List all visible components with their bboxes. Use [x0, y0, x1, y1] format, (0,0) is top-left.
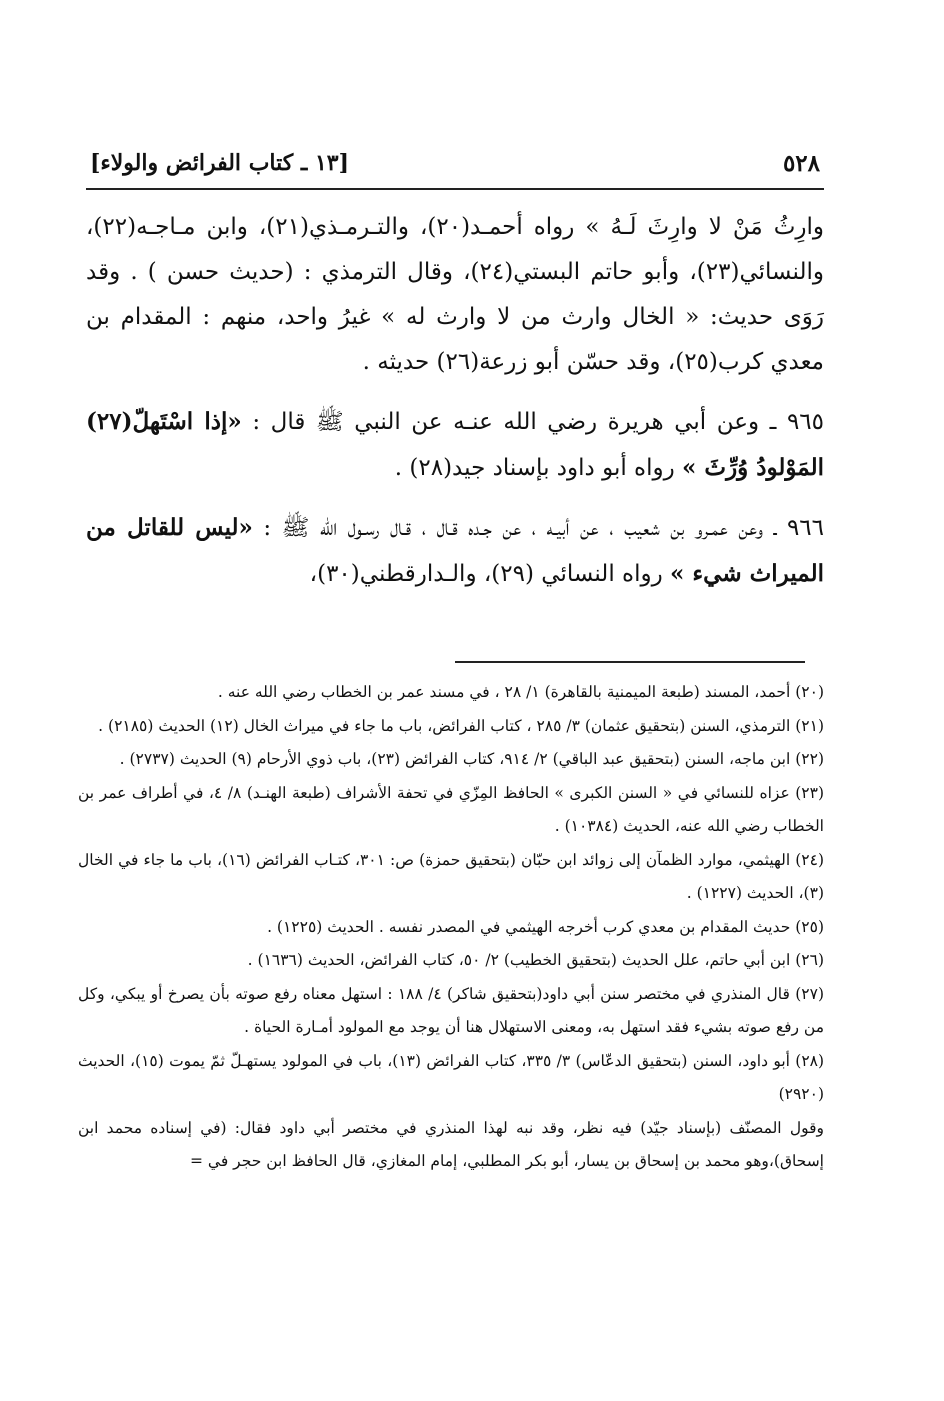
hadith-965-tail: رواه أبو داود بإسناد جيد(٢٨) . [394, 455, 683, 481]
header-rule [86, 188, 824, 190]
footnotes [78, 676, 824, 1179]
hadith-966-tail: رواه النسائي (٢٩)، والـدارقطني(٣٠)، [309, 561, 670, 587]
page-number: ٥٢٨ [782, 150, 820, 177]
footnote-20: (٢٠) أحمد، المسند (طبعة الميمنية بالقاهرة) ١/ ٢٨ ، في مسند عمر بن الخطاب رضي الله عنه . [217, 683, 824, 701]
footnote-28: (٢٨) أبو داود، السنن (بتحقيق الدعّاس) ٣/ ٣٣٥، كتاب الفرائض (١٣)، باب في المولود يستهـلّ ثمّ يموت (١٥)، الحديث (٢٩٢٠) [78, 1051, 825, 1103]
footnote-24: (٢٤) الهيثمي، موارد الظمآن إلى زوائد ابن حبّان (بتحقيق حمزة) ص: ٣٠١، كتـاب الفرائض (١٦)، باب ما جاء في الخال (٣)، الحديث (١٢٢٧) . [78, 850, 825, 902]
main-text [86, 205, 824, 611]
hadith-965-quote: «إذا اسْتَهلّ(٢٧) المَوْلودُ وُرِّثَ » [86, 408, 824, 481]
hadith-966-lead: ٩٦٦ ـ وعن عمـرو بن شعيب ، عن أبيـه ، عن جـده قـال ، قـال رسـول الله ﷺ : [252, 515, 825, 541]
hadith-965-lead: ٩٦٥ ـ وعن أبي هريرة رضي الله عنـه عن النبي ﷺ قال : [241, 409, 824, 435]
hadith-966-quote: «ليس للقاتل من الميراث شيء » [86, 514, 824, 587]
footnote-27: (٢٧) قال المنذري في مختصر سنن أبي داود(بتحقيق شاكر) ٤/ ١٨٨ : استهل معناه رفع صوته بأن يصرخ أو يبكي، وكل من رفع صوته بشيء فقد استهل به، ومعنى الاستهلال هنا أن يوجد مع المولود أمـارة الحياة . [78, 984, 824, 1036]
footnote-28-continuation: وقول المصنّف (بإسناد جيّد) فيه نظر، وقد نبه لهذا المنذري في مختصر أبي داود فقال: (في إسناده محمد ابن إسحاق)،وهو محمد بن إسحاق بن يسار، أبو بكر المطلبي، إمام المغازي، قال الحافظ ابن حجر في = [78, 1118, 824, 1170]
page-header [90, 150, 820, 190]
footnote-22: (٢٢) ابن ماجه، السنن (بتحقيق عبد الباقي) ٢/ ٩١٤، كتاب الفرائض (٢٣)، باب ذوي الأرحام (٩) الحديث (٢٧٣٧) . [119, 750, 824, 768]
footnote-23: (٢٣) عزاه للنسائي في « السنن الكبرى » الحافظ المِزّي في تحفة الأشراف (طبعة الهنـد) ٨/ ٤، في أطراف عمر بن الخطاب رضي الله عنه، الحديث (١٠٣٨٤) . [78, 783, 825, 835]
hadith-965 [86, 399, 824, 491]
paragraph-continuation: وارِثُ مَنْ لا وارِثَ لَـهُ » رواه أحمـد(٢٠)، والتـرمـذي(٢١)، وابن مـاجـه(٢٢)، والنسائي(٢٣)، وأبو حاتم البستي(٢٤)، وقال الترمذي : (حديث حسن ) . وقد رَوَى حديث: « الخال وارث من لا وارث له » غيرُ واحد، منهم : المقدام بن معدي كرب(٢٥)، وقد حسّن أبو زرعة(٢٦) حديثه . [86, 214, 824, 375]
footnote-21: (٢١) الترمذي، السنن (بتحقيق عثمان) ٣/ ٢٨٥ ، كتاب الفرائض، باب ما جاء في ميراث الخال (١٢) الحديث (٢١٨٥) . [98, 716, 824, 735]
footnote-25: (٢٥) حديث المقدام بن معدي كرب أخرجه الهيثمي في المصدر نفسه . الحديث (١٢٢٥) . [267, 917, 824, 936]
footnote-26: (٢٦) ابن أبي حاتم، علل الحديث (بتحقيق الخطيب) ٢/ ٥٠، كتاب الفرائض، الحديث (١٦٣٦) . [247, 951, 824, 969]
running-head: [١٣ ـ كتاب الفرائض والولاء] [90, 150, 350, 176]
hadith-966 [86, 505, 824, 597]
footnote-separator [455, 661, 805, 663]
